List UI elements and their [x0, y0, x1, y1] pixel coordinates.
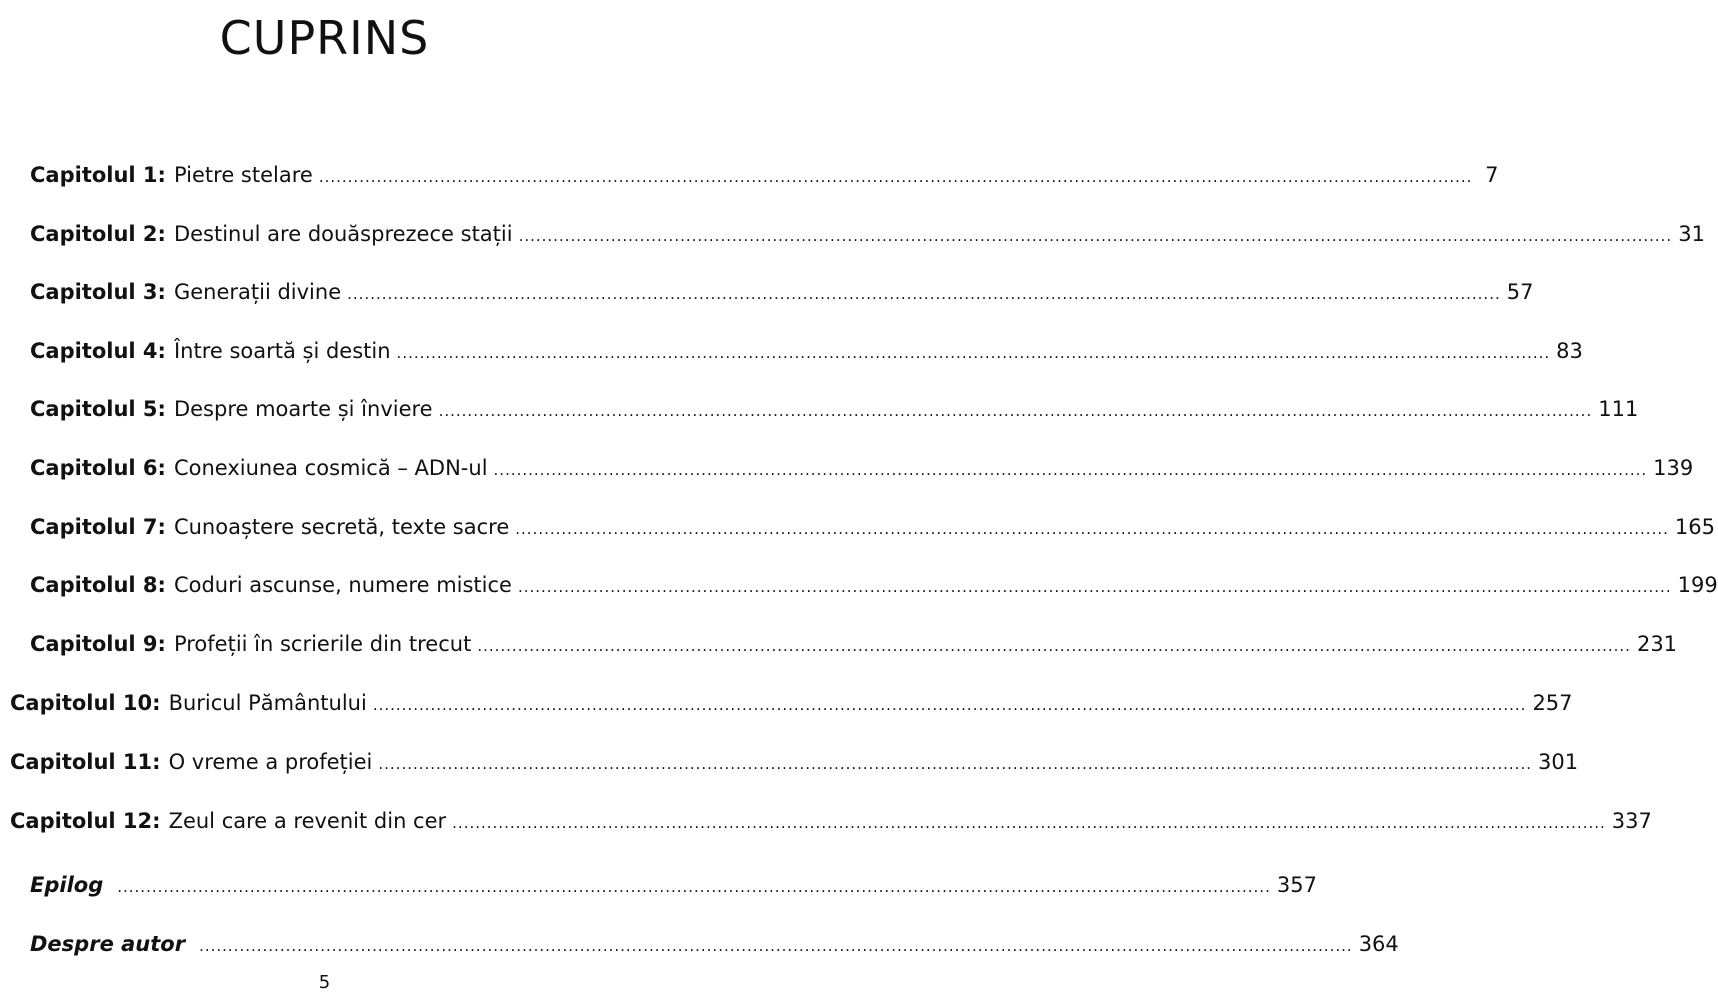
page-number: 257: [1532, 691, 1573, 715]
toc-entry: [30, 870, 1317, 900]
page-number: 301: [1538, 750, 1579, 774]
chapter-title: Generații divine: [173, 280, 342, 304]
chapter-title: Coduri ascunse, numere mistice: [173, 573, 512, 597]
dot-leader: ........................................................................................................................................................................................................: [452, 814, 1606, 832]
page-number: 199: [1677, 573, 1718, 597]
page-number: 83: [1556, 339, 1583, 363]
toc-entry: [10, 688, 1573, 718]
dot-leader: ........................................................................................................................................................................................................: [493, 461, 1648, 479]
chapter-title: Conexiunea cosmică – ADN-ul: [173, 456, 488, 480]
page-title: CUPRINS: [219, 11, 430, 65]
page-number: 139: [1653, 456, 1694, 480]
page-number: 165: [1674, 515, 1715, 539]
dot-leader: ........................................................................................................................................................................................................: [199, 937, 1353, 955]
page-footer-number: 5: [318, 972, 331, 993]
toc-entry: [30, 394, 1639, 424]
dot-leader: ........................................................................................................................................................................................................: [518, 227, 1673, 245]
dot-leader: ........................................................................................................................................................................................................: [515, 520, 1669, 538]
chapter-title: Profeții în scrierile din trecut: [173, 632, 472, 656]
chapter-title: O vreme a profeției: [168, 750, 373, 774]
dot-leader: ........................................................................................................................................................................................................: [378, 755, 1532, 773]
toc-entry: [30, 219, 1705, 249]
page-number: 57: [1506, 280, 1534, 304]
page-number: 31: [1678, 222, 1705, 246]
dot-leader: ........................................................................................................................................................................................................: [396, 344, 1551, 362]
chapter-title: Despre moarte și înviere: [173, 397, 433, 421]
dot-leader: ........................................................................................................................................................................................................: [117, 878, 1271, 896]
page-number: 7: [1485, 163, 1499, 187]
chapter-label: Capitolul 7:: [30, 515, 166, 539]
chapter-label: Capitolul 1:: [30, 163, 166, 187]
dot-leader: ........................................................................................................................................................................................................: [372, 696, 1527, 714]
chapter-title: Destinul are douăsprezece stații: [173, 222, 513, 246]
chapter-label: Capitolul 5:: [30, 397, 166, 421]
chapter-label: Capitolul 9:: [30, 632, 166, 656]
toc-entry: [30, 512, 1715, 542]
page-number: 231: [1636, 632, 1678, 656]
toc-entry: [30, 570, 1718, 600]
chapter-label: Capitolul 3:: [30, 280, 166, 304]
dot-leader: ........................................................................................................................................................................................................: [477, 637, 1631, 655]
dot-leader: ........................................................................................................................................................................................................: [318, 168, 1473, 186]
toc-entry: [30, 277, 1534, 307]
toc-entry: [30, 629, 1678, 659]
dot-leader: ........................................................................................................................................................................................................: [438, 402, 1593, 420]
chapter-label: Capitolul 11:: [10, 750, 161, 774]
chapter-label: Capitolul 10:: [10, 691, 161, 715]
toc-entry: [10, 806, 1652, 836]
toc-entry: [30, 160, 1499, 190]
chapter-label: Capitolul 12:: [10, 809, 161, 833]
toc-entry: [30, 929, 1399, 959]
chapter-title: Zeul care a revenit din cer: [168, 809, 447, 833]
chapter-title: Buricul Pământului: [168, 691, 367, 715]
dot-leader: ........................................................................................................................................................................................................: [517, 578, 1672, 596]
page-number: 357: [1276, 873, 1317, 897]
chapter-label: Capitolul 6:: [30, 456, 166, 480]
toc-entry: [30, 453, 1694, 483]
dot-leader: ........................................................................................................................................................................................................: [347, 285, 1501, 303]
toc-entry: [10, 747, 1579, 777]
page-number: 364: [1358, 932, 1399, 956]
chapter-title: Între soartă și destin: [173, 339, 391, 363]
page-number: 111: [1598, 397, 1639, 421]
chapter-label: Capitolul 8:: [30, 573, 166, 597]
chapter-label: Capitolul 2:: [30, 222, 166, 246]
toc-entry: [30, 336, 1583, 366]
section-label: Despre autor: [30, 932, 186, 956]
chapter-title: Cunoaștere secretă, texte sacre: [173, 515, 510, 539]
page-number: 337: [1611, 809, 1652, 833]
chapter-label: Capitolul 4:: [30, 339, 166, 363]
chapter-title: Pietre stelare: [173, 163, 313, 187]
section-label: Epilog: [30, 873, 104, 897]
